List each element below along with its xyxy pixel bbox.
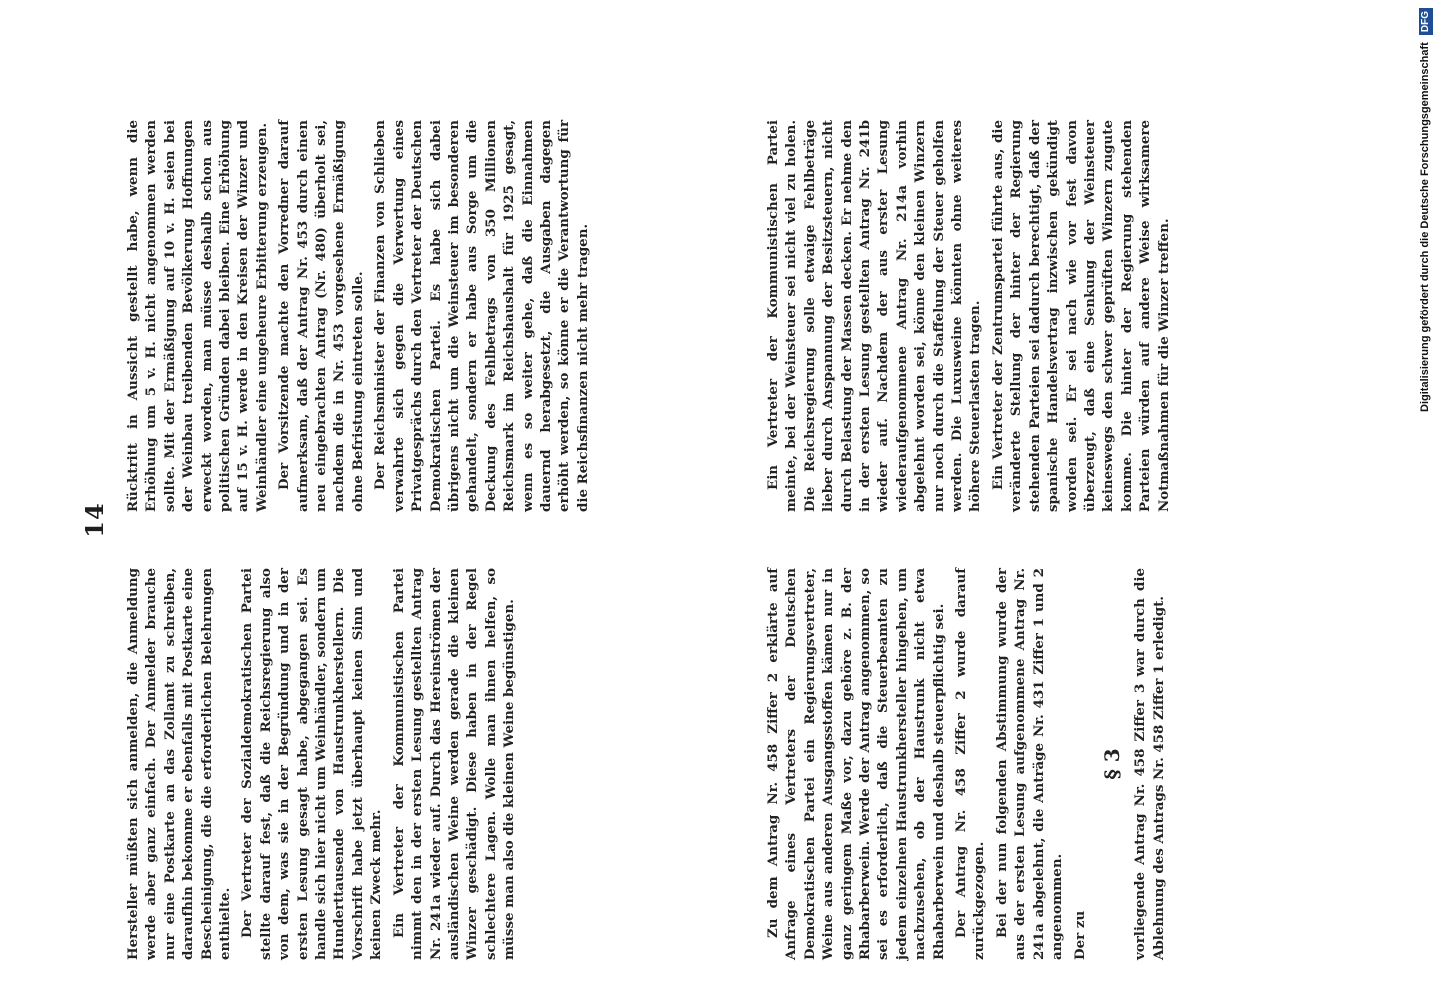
right-column-bottom xyxy=(764,120,1177,512)
paragraph: Rücktritt in Aussicht gestellt habe, wenn die Erhöhung um 5 v. H. nicht angenommen werden sollte. Mit der Ermäßigung auf 10 v. H. seien bei der Weinbau treibenden Bevölkerung Hoffnungen erweckt worden, man müsse deshalb schon aus politischen Gründen dabei bleiben. Eine Erhöhung auf 15 v. H. werde in den Kreisen der Winzer und Weinhändler eine ungeheure Erbitterung erzeugen. xyxy=(125,120,270,512)
left-column-bottom xyxy=(764,568,1172,960)
paragraph: Zu dem Antrag Nr. 458 Ziffer 2 erklärte auf Anfrage eines Vertreters der Deutschen Demokratischen Partei ein Regierungsvertreter, Weine aus anderen Ausgangsstoffen kämen nur in ganz geringem Maße vor, dazu gehöre z. B. der Rhabarberwein. Werde der Antrag angenommen, so sei es erforderlich, daß die Steuerbeamten zu jedem einzelnen Haustrunkhersteller hingehen, um nachzusehen, ob der Haustrunk nicht etwa Rhabarberwein und deshalb steuerpflichtig sei. xyxy=(765,568,947,960)
paragraph: Der Antrag Nr. 458 Ziffer 2 wurde darauf zurückgezogen. xyxy=(953,568,988,960)
rotated-page xyxy=(60,80,1340,960)
left-column-top xyxy=(124,568,523,960)
paragraph: Ein Vertreter der Zentrumspartei führte aus, die veränderte Stellung der hinter der Regierung stehenden Parteien sei dadurch berechtigt, daß der spanische Handelsvertrag inzwischen gekündigt worden sei. Er sei nach wie vor fest davon überzeugt, daß eine Senkung der Weinsteuer keineswegs den schwer geprüften Winzern zugute komme. Die hinter der Regierung stehenden Parteien würden auf andere Weise wirksamere Notmaßnahmen für die Winzer treffen. xyxy=(989,120,1172,512)
paragraph: Bei der nun folgenden Abstimmung wurde der aus der ersten Lesung aufgenommene Antrag Nr. 241a abgelehnt, die Anträge Nr. 431 Ziffer 1 und 2 angenommen. xyxy=(993,568,1066,960)
paragraph: vorliegende Antrag Nr. 458 Ziffer 3 war durch die Ablehnung des Antrags Nr. 458 Ziffer 1 erledigt. xyxy=(1132,568,1167,960)
section-heading-3: § 3 xyxy=(1099,748,1124,780)
stamp-text: Digitalisierung gefördert durch die Deutsche Forschungsgemeinschaft xyxy=(1419,42,1431,412)
right-column-top xyxy=(124,120,596,512)
paragraph: Ein Vertreter der Kommunistischen Partei meinte, bei der Weinsteuer sei nicht viel zu holen. Die Reichsregierung solle etwaige Fehlbeträge lieber durch Anspannung der Besitzsteuern, nicht durch Belastung der Massen decken. Er nehme den in der ersten Lesung gestellten Antrag Nr. 241b wieder auf. Nachdem der aus erster Lesung wiederaufgenommene Antrag Nr. 214a vorhin abgelehnt worden sei, könne den kleinen Winzern nur noch durch die Staffelung der Steuer geholfen werden. Die Luxusweine könnten ohne weiteres höhere Steuerlasten tragen. xyxy=(765,120,984,512)
paragraph: Der Vorsitzende machte den Vorredner darauf aufmerksam, daß der Antrag Nr. 453 durch einen neu eingebrachten Antrag (Nr. 480) überholt sei, nachdem die in Nr. 453 vorgesehene Ermäßigung ohne Befristung eintreten solle. xyxy=(276,120,366,512)
paragraph: Ein Vertreter der Kommunistischen Partei nimmt den in der ersten Lesung gestellten Antrag Nr. 241a wieder auf. Durch das Hereinströmen der ausländischen Weine werden gerade die kleinen Winzer geschädigt. Diese haben in der Regel schlechtere Lagen. Wolle man ihnen helfen, so müsse man also die kleinen Weine begünstigen. xyxy=(390,568,518,960)
paragraph: Hersteller müßten sich anmelden, die Anmeldung werde aber ganz einfach. Der Anmelder brauche nur eine Postkarte an das Zollamt zu schreiben, daraufhin bekomme er ebenfalls mit Postkarte eine Bescheinigung, die die erforderlichen Belehrungen enthielte. xyxy=(125,568,234,960)
page-number: 14 xyxy=(80,502,109,538)
zu-label: Der zu xyxy=(1071,910,1088,960)
paragraph: Der Reichsminister der Finanzen von Schlieben verwahrte sich gegen die Verwertung eines Privatgesprächs durch den Vertreter der Deutschen Demokratischen Partei. Es habe sich dabei übrigens nicht um die Weinsteuer im besonderen gehandelt, sondern er habe aus Sorge um die Deckung des Fehlbetrags von 350 Millionen Reichsmark im Reichshaushalt für 1925 gesagt, wenn es so weiter gehe, daß die Einnahmen dauernd herabgesetzt, die Ausgaben dagegen erhöht werden, so könne er die Verantwortung für die Reichsfinanzen nicht mehr tragen. xyxy=(372,120,591,512)
dfg-logo-icon: DFG xyxy=(1419,8,1433,35)
digitization-stamp xyxy=(1416,8,1434,908)
paragraph: Der Vertreter der Sozialdemokratischen Partei stellte darauf fest, daß die Reichsregierung also von dem, was sie in der Begründung und in der ersten Lesung gesagt habe, abgegangen sei. Es handle sich hier nicht um Weinhändler, sondern um Hunderttausende von Haustrunkherstellern. Die Vorschrift habe jetzt überhaupt keinen Sinn und keinen Zweck mehr. xyxy=(239,568,385,960)
